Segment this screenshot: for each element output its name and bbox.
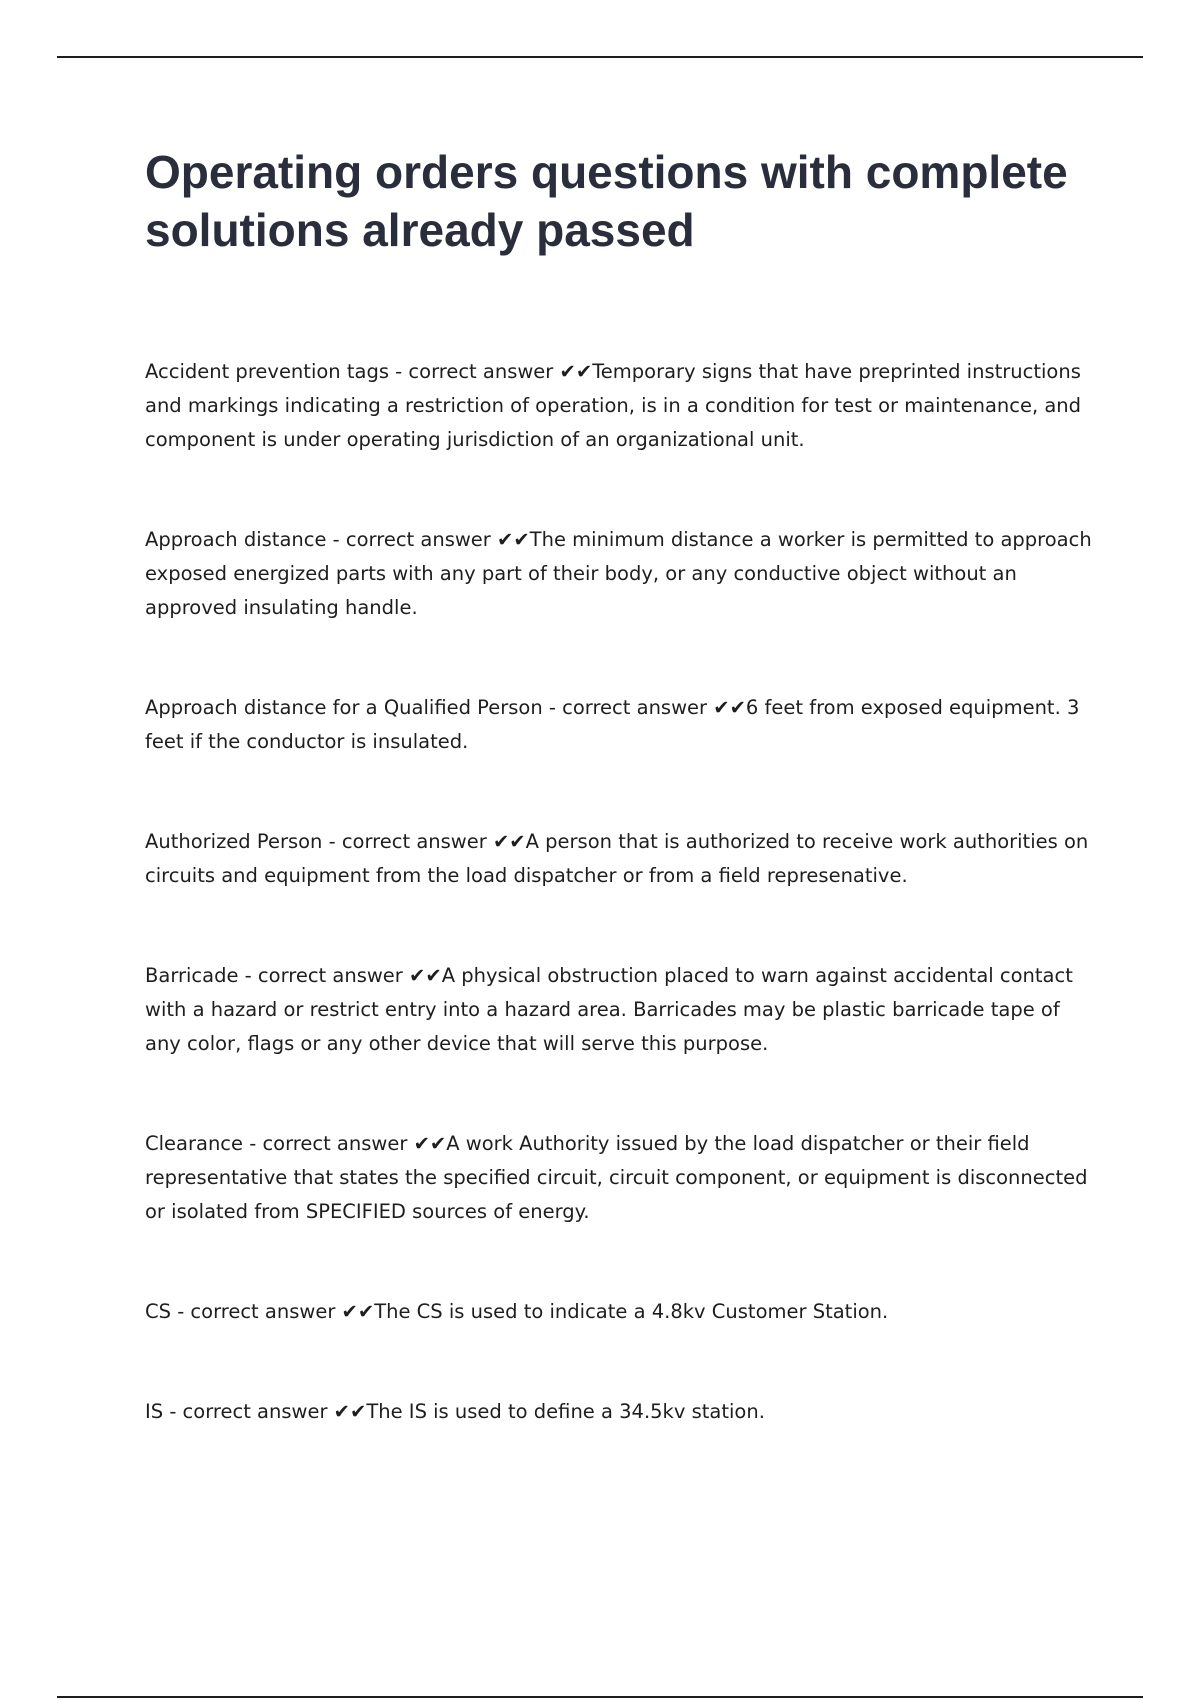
qa-entry-text: Clearance - correct answer ✔✔A work Authority issued by the load dispatcher or their field representative that states the specified circuit, circuit component, or equipment is disconnected or isolated from SPECIFIED sources of energy. [145, 1132, 1088, 1223]
top-divider [57, 56, 1143, 58]
qa-entry-text: Barricade - correct answer ✔✔A physical obstruction placed to warn against accidental contact with a hazard or restrict entry into a hazard area. Barricades may be plastic barricade tape of any color, flags or any other device that will serve this purpose. [145, 964, 1073, 1055]
qa-entry-text: Authorized Person - correct answer ✔✔A person that is authorized to receive work authorities on circuits and equipment from the load dispatcher or from a field represenative. [145, 830, 1089, 887]
qa-entry [145, 355, 1095, 457]
qa-entry [145, 1395, 1095, 1429]
qa-entry [145, 825, 1095, 893]
qa-entry-text: Accident prevention tags - correct answer ✔✔Temporary signs that have preprinted instructions and markings indicating a restriction of operation, is in a condition for test or maintenance, and component is under operating jurisdiction of an organizational unit. [145, 360, 1082, 451]
qa-entry-text: IS - correct answer ✔✔The IS is used to define a 34.5kv station. [145, 1400, 765, 1423]
qa-entry [145, 1127, 1095, 1229]
qa-entry [145, 959, 1095, 1061]
qa-entry [145, 523, 1095, 625]
bottom-divider [57, 1696, 1143, 1698]
document-title: Operating orders questions with complete solutions already passed [145, 146, 1068, 256]
qa-entry [145, 1295, 1095, 1329]
qa-entry-text: Approach distance - correct answer ✔✔The minimum distance a worker is permitted to approach exposed energized parts with any part of their body, or any conductive object without an approved insulating handle. [145, 528, 1092, 619]
qa-entry-text: CS - correct answer ✔✔The CS is used to indicate a 4.8kv Customer Station. [145, 1300, 889, 1323]
qa-entry [145, 691, 1095, 759]
qa-list [145, 355, 1095, 1495]
qa-entry-text: Approach distance for a Qualified Person - correct answer ✔✔6 feet from exposed equipment. 3 feet if the conductor is insulated. [145, 696, 1080, 753]
